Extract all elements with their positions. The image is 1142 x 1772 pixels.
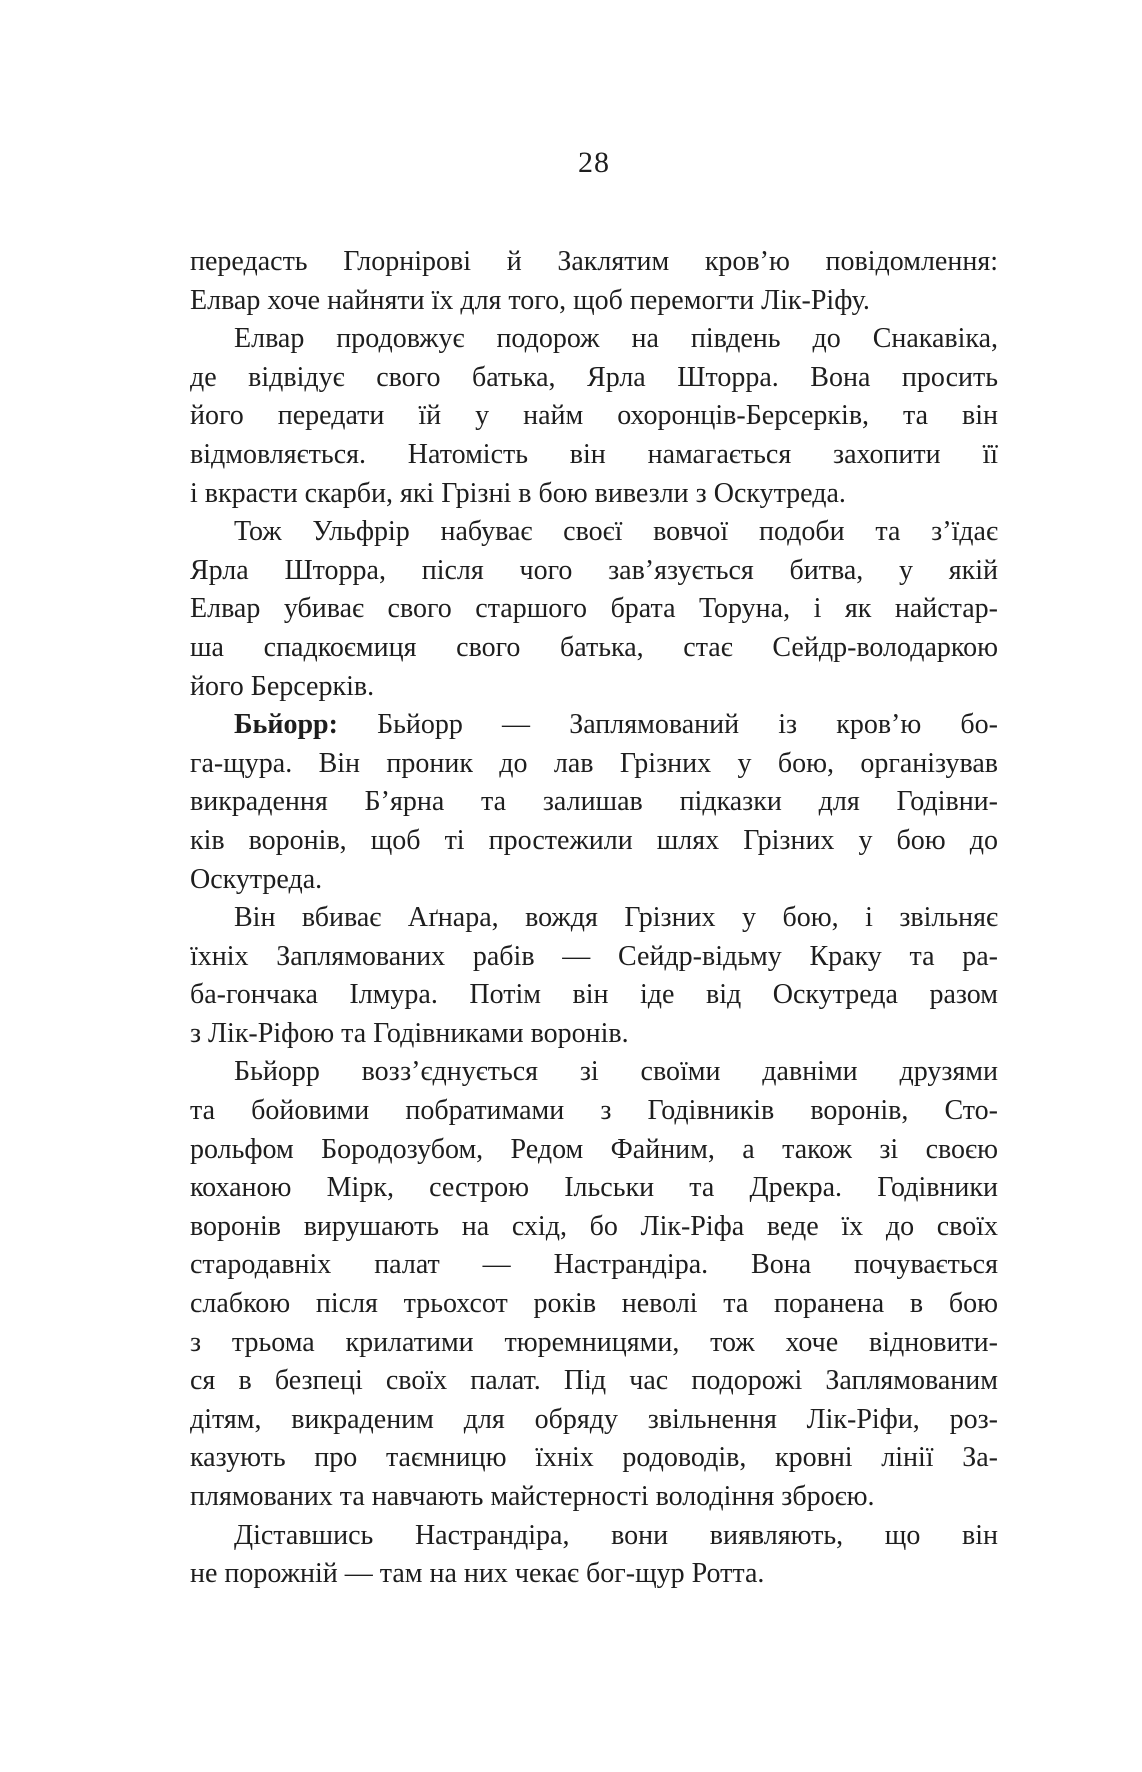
text-line: передасть Глорнірові й Заклятим кров’ю повідомлення: [190,246,998,277]
page-number: 28 [578,146,610,179]
paragraph [190,243,998,320]
text-line: ба-гончака Ілмура. Потім він іде від Оскутреда разом [190,979,998,1011]
text-line: га-щура. Він проник до лав Грізних у бою, організував [190,747,998,779]
text-line: ків воронів, щоб ті простежили шлях Грізних у бою до [190,824,998,856]
text-line: Бьйорр возз’єднується зі своїми давніми друзями [234,1056,998,1088]
text-line: слабкою після трьохсот років неволі та поранена в бою [190,1288,998,1320]
text-line: не порожній — там на них чекає бог-щур Ротта. [190,1558,765,1590]
text-line: і вкрасти скарби, які Грізні в бою вивезли з Оскутреда. [190,477,846,509]
text-line: ся в безпеці своїх палат. Під час подорожі Заплямованим [190,1365,998,1397]
text-line: дітям, викраденим для обряду звільнення Лік-Ріфи, роз- [190,1403,998,1435]
text-line: Елвар убиває свого старшого брата Торуна, і як найстар- [190,593,998,625]
text-line: Елвар хоче найняти їх для того, щоб перемогти Лік-Ріфу. [190,284,870,316]
text-line: їхніх Заплямованих рабів — Сейдр-відьму Краку та ра- [190,940,998,972]
text-line: викрадення Б’ярна та залишав підказки для Годівни- [190,786,998,818]
text-line: казують про таємницю їхніх родоводів, кровні лінії За- [190,1442,998,1474]
paragraph [190,1053,998,1516]
text-line: Елвар продовжує подорож на південь до Снакавіка, [234,323,998,355]
paragraph [190,1517,998,1594]
bold-lead: Бьйорр: [234,709,338,741]
text-block [190,243,998,1594]
paragraph [190,899,998,1053]
text-line: Він вбиває Аґнара, вождя Грізних у бою, і звільняє [234,902,998,934]
paragraph [190,320,998,513]
text-line: Тож Ульфрір набуває своєї вовчої подоби та з’їдає [234,516,998,548]
text-line: Бьйорр: Бьйорр — Заплямований із кров’ю бо- [234,709,998,741]
text-line: його Берсерків. [190,670,375,702]
text-line: де відвідує свого батька, Ярла Шторра. Вона просить [190,361,998,393]
text-line: його передати їй у найм охоронців-Берсерків, та він [190,400,998,432]
paragraph [190,513,998,706]
text-line: з Лік-Ріфою та Годівниками воронів. [190,1017,629,1049]
text-line: Ярла Шторра, після чого зав’язується битва, у якій [190,554,998,586]
text-line: рольфом Бородозубом, Редом Файним, а також зі своєю [190,1133,998,1165]
text-line: ша спадкоємиця свого батька, стає Сейдр-володаркою [190,631,998,663]
text-line: з трьома крилатими тюремницями, тож хоче відновити- [190,1326,998,1358]
text-line: коханою Мірк, сестрою Ільськи та Дрекра. Годівники [190,1172,998,1204]
paragraph [190,706,998,899]
text-line: стародавніх палат — Настрандіра. Вона почувається [190,1249,998,1281]
text-line: та бойовими побратимами з Годівників воронів, Сто- [190,1095,998,1127]
text-line: воронів вирушають на схід, бо Лік-Ріфа веде їх до своїх [190,1210,998,1242]
text-line: Діставшись Настрандіра, вони виявляють, що він [234,1519,998,1551]
text-line: Оскутреда. [190,863,323,895]
text-line: плямованих та навчають майстерності володіння зброєю. [190,1481,875,1512]
text-line: відмовляється. Натомість він намагається захопити її [190,438,998,470]
